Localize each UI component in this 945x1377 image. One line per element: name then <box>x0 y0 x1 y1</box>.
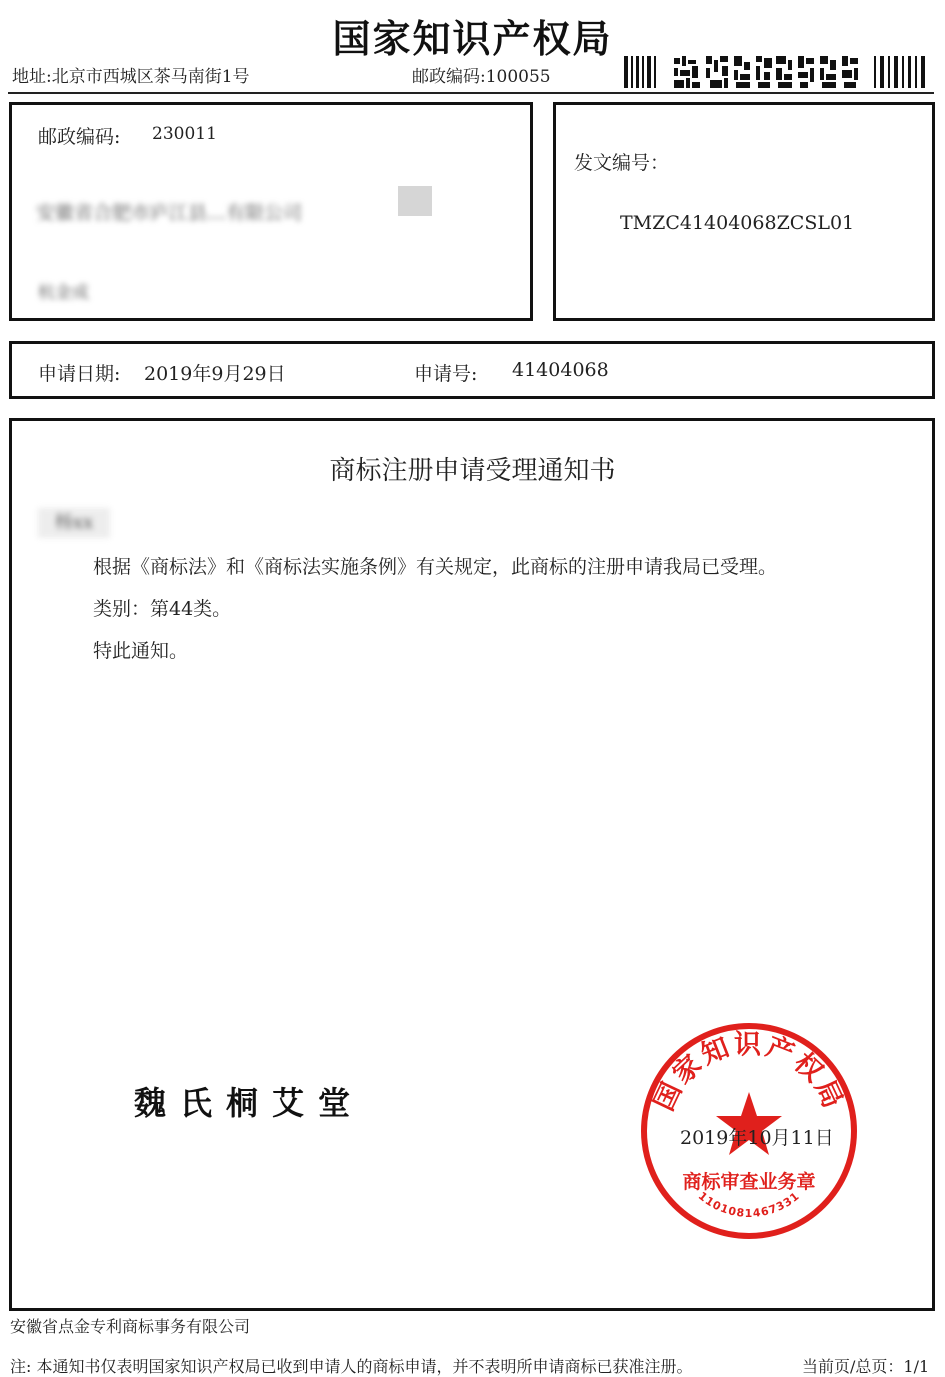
recipient-postal-value: 230011 <box>152 124 217 144</box>
doc-number-value: TMZC41404068ZCSL01 <box>620 212 855 234</box>
application-date-label: 申请日期: <box>38 363 121 385</box>
seal-number: 1101081467331 <box>695 1189 803 1220</box>
recipient-name: 杭金成 <box>38 283 89 303</box>
svg-text:1101081467331 <box>696 1189 803 1220</box>
application-date-value: 2019年9月29日 <box>144 363 286 385</box>
redaction-block <box>398 186 432 216</box>
notice-body-line-3: 特此通知。 <box>93 640 189 662</box>
application-number-label: 申请号: <box>414 363 478 385</box>
notice-title: 商标注册申请受理通知书 <box>329 456 616 486</box>
recipient-postal-label: 邮政编码: <box>38 126 121 148</box>
seal-outer-text: 国家知识产权局 <box>648 1029 850 1116</box>
recipient-address: 安徽省合肥市庐江县…有限公司 <box>36 202 303 224</box>
office-title: 国家知识产权局 <box>332 16 613 61</box>
notice-salutation: 杨xx <box>38 508 110 538</box>
notice-body-line-2: 类别：第44类。 <box>93 598 232 620</box>
seal-inner-text: 商标审查业务章 <box>682 1171 816 1193</box>
notice-body-line-1: 根据《商标法》和《商标法实施条例》有关规定，此商标的注册申请我局已受理。 <box>93 556 778 578</box>
header-divider <box>8 92 934 94</box>
barcode-icon <box>624 56 929 88</box>
issue-date: 2019年10月11日 <box>680 1127 834 1149</box>
office-postal-code: 邮政编码:100055 <box>412 67 551 87</box>
doc-number-label: 发文编号： <box>574 152 670 174</box>
page-indicator: 当前页/总页：1/1 <box>802 1357 930 1376</box>
footer-note: 注: 本通知书仅表明国家知识产权局已收到申请人的商标申请，并不表明所申请商标已获准注册。 <box>10 1357 693 1376</box>
agency-name: 安徽省点金专利商标事务有限公司 <box>10 1317 251 1336</box>
application-number-value: 41404068 <box>512 359 609 381</box>
trademark-image: 魏氏桐艾堂 <box>134 1084 365 1122</box>
office-address: 地址:北京市西城区茶马南街1号 <box>12 67 250 87</box>
